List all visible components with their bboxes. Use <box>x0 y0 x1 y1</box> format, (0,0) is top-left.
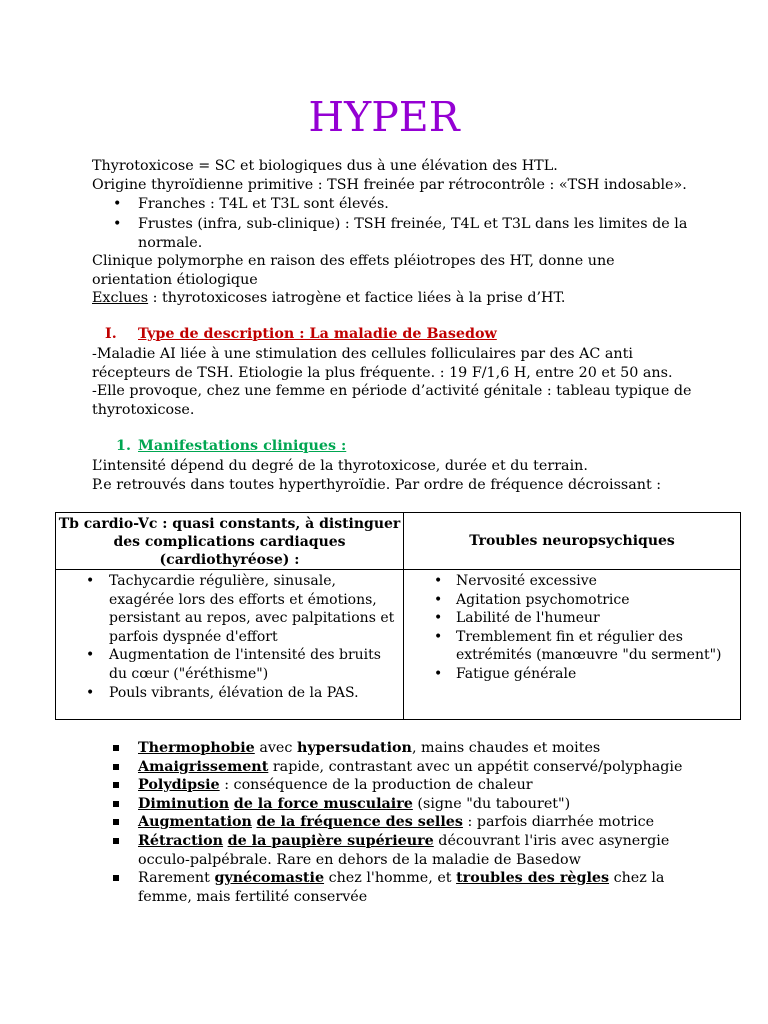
square-bullet-icon <box>113 801 119 807</box>
bullet-icon: • <box>434 591 443 608</box>
square-bullet-icon <box>113 819 119 825</box>
bullet-icon: • <box>86 647 95 664</box>
intro-line-1: Thyrotoxicose = SC et biologiques dus à une élévation des HTL. <box>92 158 558 174</box>
bullet-icon: • <box>86 684 95 701</box>
square-bullet-icon <box>113 838 119 844</box>
page-title: HYPER <box>308 93 460 141</box>
table-header-cardio: Tb cardio-Vc : quasi constants, à distinguer des complications cardiaques (cardiothyréose) : <box>56 513 404 570</box>
list-item: • Augmentation de l'intensité des bruits du cœur ("éréthisme") <box>86 647 381 682</box>
section-1-title: Type de description : La maladie de Basedow <box>138 326 497 342</box>
exclues-label: Exclues <box>92 290 149 306</box>
symptoms-table <box>55 512 741 720</box>
neuro-list <box>404 572 740 684</box>
bullet-icon: • <box>434 628 443 645</box>
section-1-line-3: -Elle provoque, chez une femme en période d’activité génitale : tableau typique de <box>92 383 692 399</box>
section-1-line-4: thyrotoxicose. <box>92 402 195 418</box>
intro-bullet-2-cont: normale. <box>138 235 203 251</box>
list-item: • Agitation psychomotrice <box>434 591 630 608</box>
list-item: • Tremblement fin et régulier des extrémités (manœuvre "du serment") <box>434 628 722 664</box>
bullet-icon: • <box>113 216 122 232</box>
table-cell-cardio <box>56 570 404 720</box>
square-bullet-icon <box>113 875 119 881</box>
bullet-icon: • <box>434 665 443 682</box>
intro-bullet-2: Frustes (infra, sub-clinique) : TSH freinée, T4L et T3L dans les limites de la <box>138 216 688 232</box>
bullet-icon: • <box>434 610 443 627</box>
square-bullet-icon <box>113 782 119 788</box>
table-header-neuro: Troubles neuropsychiques <box>404 513 741 570</box>
section-2-number: 1. <box>116 438 131 454</box>
square-bullet-icon <box>113 764 119 770</box>
table-cell-neuro <box>404 570 741 720</box>
section-2-line-1: L’intensité dépend du degré de la thyrotoxicose, durée et du terrain. <box>92 458 588 474</box>
bullet-icon: • <box>113 196 122 212</box>
section-1-line-1: -Maladie AI liée à une stimulation des cellules folliculaires par des AC anti <box>92 346 633 362</box>
intro-line-2: Origine thyroïdienne primitive : TSH freinée par rétrocontrôle : «TSH indosable». <box>92 177 687 193</box>
intro-line-3: Clinique polymorphe en raison des effets pléiotropes des HT, donne une <box>92 253 615 269</box>
list-item: • Tachycardie régulière, sinusale, exagérée lors des efforts et émotions, persistant au repos, avec palpitations et parfois dyspnée d'effort <box>86 573 395 645</box>
list-item: • Labilité de l'humeur <box>434 610 600 627</box>
list-item: • Pouls vibrants, élévation de la PAS. <box>86 684 359 701</box>
intro-bullet-1: Franches : T4L et T3L sont élevés. <box>138 196 389 212</box>
section-2-line-2: P.e retrouvés dans toutes hyperthyroïdie. Par ordre de fréquence décroissant : <box>92 477 662 493</box>
section-2-title: Manifestations cliniques : <box>138 438 347 454</box>
cardio-list <box>56 572 403 702</box>
intro-exclues <box>92 289 565 308</box>
list-item: • Nervosité excessive <box>434 573 597 589</box>
list-item: • Fatigue générale <box>434 665 577 682</box>
bullet-icon: • <box>86 573 95 589</box>
document-page: HYPER Thyrotoxicose = SC et biologiques dus à une élévation des HTL. Origine thyroïdienne primitive : TSH freinée par rétrocontrôle : «TSH indosable». • Franches : T4L et T3L sont élevés. • Frustes (infra, sub-clinique) : TSH freinée, T4L et T3L dans les limites de la normale. Clinique polymorphe en raison des effets pléiotropes des HT, donne une orientation étiologique Exclues : thyrotoxicoses iatrogène et factice liées à la prise d’HT. I. Type de description : La maladie de Basedow -Maladie AI liée à une stimulation des cellules folliculaires par des AC anti récepteurs de TSH. Etiologie la plus fréquente. : 19 F/1,6 H, entre 20 et 50 ans. -Elle provoque, chez une femme en période d’activité génitale : tableau typique de thyrotoxicose. 1. Manifestations cliniques : L’intensité dépend du degré de la thyrotoxicose, durée et du terrain. P.e retrouvés dans toutes hyperthyroïdie. Par ordre de fréquence décroissant : Tb cardio-Vc : quasi constants, à distinguer des complications cardiaques (cardiothyréose) : Troubles neuropsychiques • Tachycardie régulière, sinusale, exagérée lors des efforts et émotions, persistant au repos, avec palpitations et parfois dyspnée d'effort • Augmentation de l'intensité des bruits du cœur ("éréthisme") • Pouls vibrants, élévation de la PAS. • Nervosité excessive • Agitation psychomotrice • Labilité de l'humeur • Tremblement fin et régulier des extrémités (manœuvre "du serment") • Fatigue générale Thermophobie avec hypersudation, mains chaudes et moites Amaigrissement rapide, contrastant avec un appétit conservé/polyphagie Polydipsie : conséquence de la production de chaleur Diminution de la force musculaire (signe "du tabouret") Augmentation de la fréquence des selles : parfois diarrhée motrice Rétraction de la paupière supérieure découvrant l'iris avec asynergie occulo-palpébrale. Rare en dehors de la maladie de Basedow Rarement gynécomastie chez l'homme, et troubles des règles chez la femme, mais fertilité conservée <box>0 0 768 1024</box>
section-1-line-2: récepteurs de TSH. Etiologie la plus fréquente. : 19 F/1,6 H, entre 20 et 50 ans. <box>92 365 673 381</box>
exclues-text: : thyrotoxicoses iatrogène et factice liées à la prise d’HT. <box>148 290 566 306</box>
bullet-icon: • <box>434 573 443 589</box>
section-1-number: I. <box>105 326 117 342</box>
square-bullet-icon <box>113 745 119 751</box>
intro-line-4: orientation étiologique <box>92 272 258 288</box>
